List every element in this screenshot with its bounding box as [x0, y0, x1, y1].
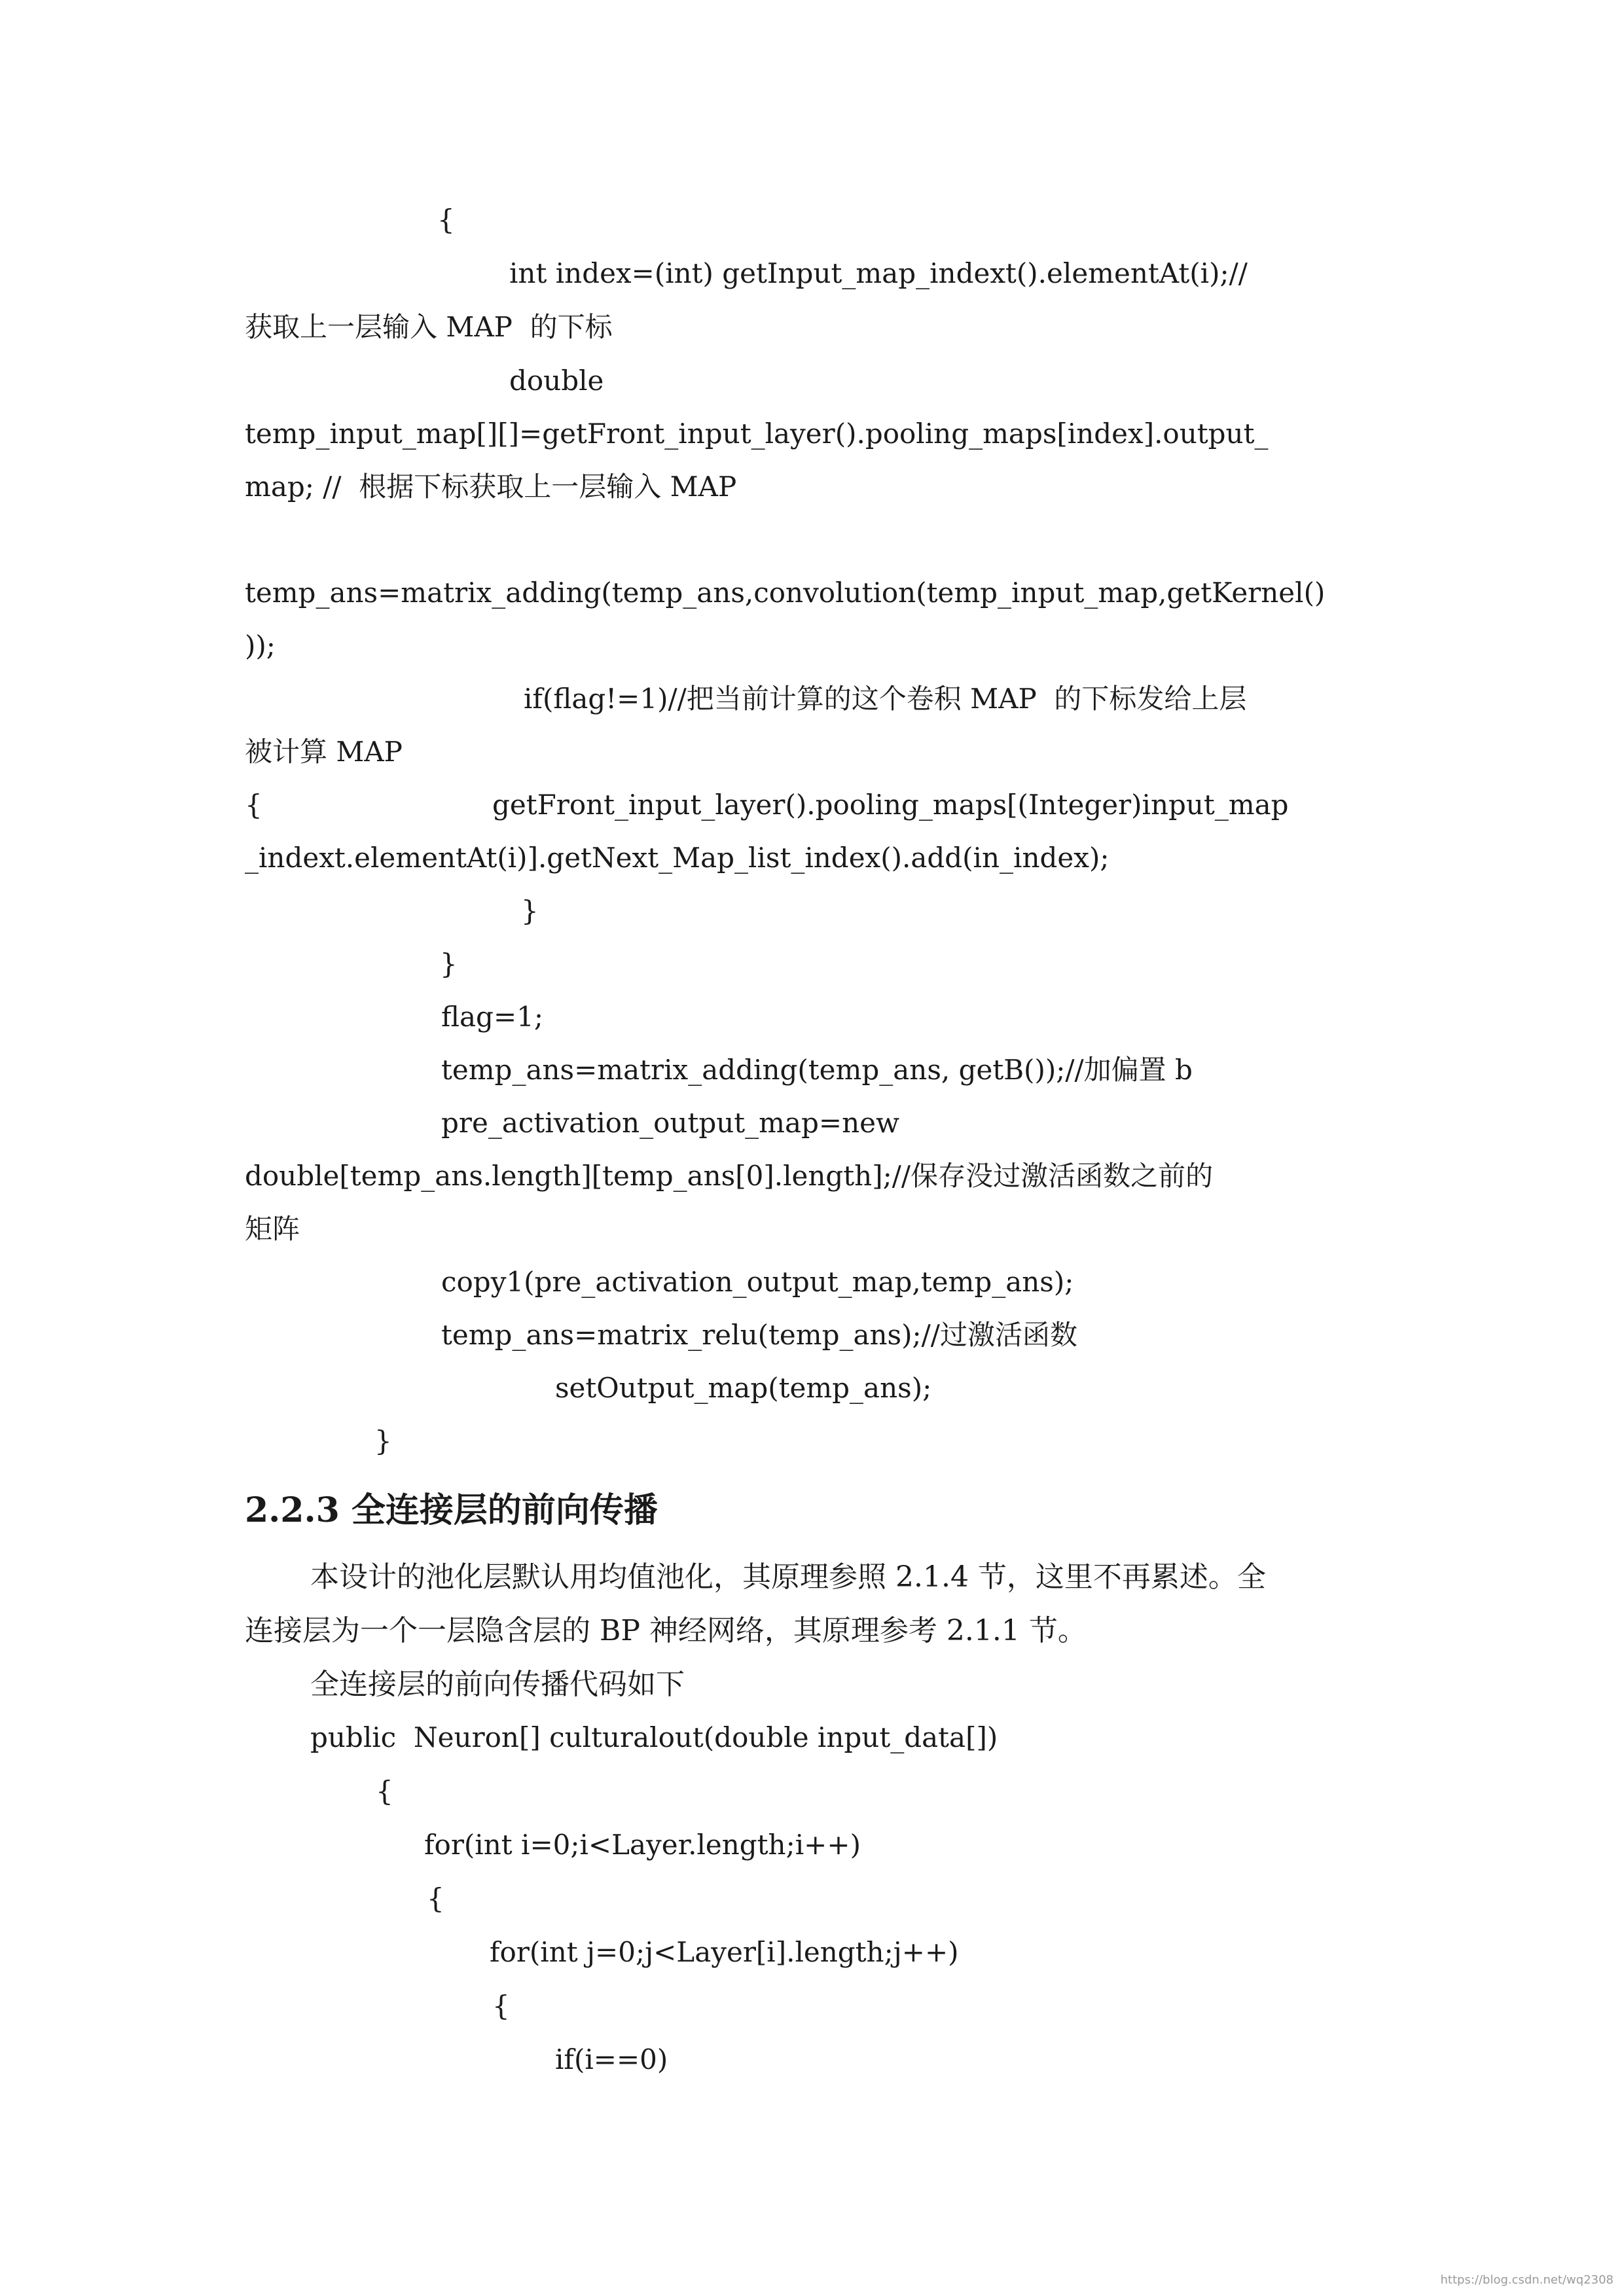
- code-line: if(i==0): [555, 2043, 668, 2075]
- code-line: getFront_input_layer().pooling_maps[(Integer)input_map: [492, 789, 1289, 821]
- code-line: {: [245, 789, 262, 821]
- code-line: temp_ans=matrix_adding(temp_ans, getB());//加偏置 b: [441, 1054, 1193, 1086]
- code-line: map; // 根据下标获取上一层输入 MAP: [245, 471, 737, 503]
- code-line: if(flag!=1)//把当前计算的这个卷积 MAP 的下标发给上层: [524, 683, 1247, 715]
- code-line: 矩阵: [245, 1213, 300, 1245]
- code-line: flag=1;: [441, 1001, 544, 1033]
- code-line: setOutput_map(temp_ans);: [555, 1372, 932, 1404]
- paragraph-line: 连接层为一个一层隐含层的 BP 神经网络，其原理参考 2.1.1 节。: [245, 1614, 1087, 1647]
- code-line: }: [521, 895, 539, 927]
- code-line: double: [509, 365, 604, 397]
- code-line: pre_activation_output_map=new: [441, 1107, 899, 1139]
- section-heading: 2.2.3 全连接层的前向传播: [245, 1490, 658, 1530]
- code-line: for(int j=0;j<Layer[i].length;j++): [490, 1936, 959, 1968]
- code-line: copy1(pre_activation_output_map,temp_ans);: [441, 1266, 1074, 1298]
- paragraph-line: 本设计的池化层默认用均值池化，其原理参照 2.1.4 节，这里不再累述。全: [310, 1560, 1266, 1594]
- code-line: public Neuron[] culturalout(double input_data[]): [310, 1721, 998, 1753]
- code-line: for(int i=0;i<Layer.length;i++): [424, 1829, 861, 1861]
- code-intro: 全连接层的前向传播代码如下: [310, 1668, 685, 1701]
- code-line: temp_input_map[][]=getFront_input_layer().pooling_maps[index].output_: [245, 418, 1269, 450]
- code-line: }: [440, 948, 458, 980]
- code-line: 获取上一层输入 MAP 的下标: [245, 311, 613, 343]
- code-line: {: [427, 1882, 444, 1914]
- code-line: ));: [245, 630, 276, 662]
- code-line: {: [437, 204, 455, 236]
- code-line: double[temp_ans.length][temp_ans[0].length];//保存没过激活函数之前的: [245, 1160, 1214, 1192]
- code-line: {: [492, 1990, 510, 2022]
- code-line: {: [376, 1775, 393, 1807]
- watermark-url: https://blog.csdn.net/wq2308: [1440, 2273, 1614, 2287]
- code-line: int index=(int) getInput_map_indext().elementAt(i);//: [509, 257, 1248, 289]
- code-line: 被计算 MAP: [245, 736, 403, 768]
- code-line: _indext.elementAt(i)].getNext_Map_list_index().add(in_index);: [245, 842, 1110, 874]
- code-line: temp_ans=matrix_relu(temp_ans);//过激活函数: [441, 1319, 1077, 1351]
- code-line: }: [374, 1425, 392, 1457]
- code-line: temp_ans=matrix_adding(temp_ans,convolution(temp_input_map,getKernel(): [245, 577, 1326, 609]
